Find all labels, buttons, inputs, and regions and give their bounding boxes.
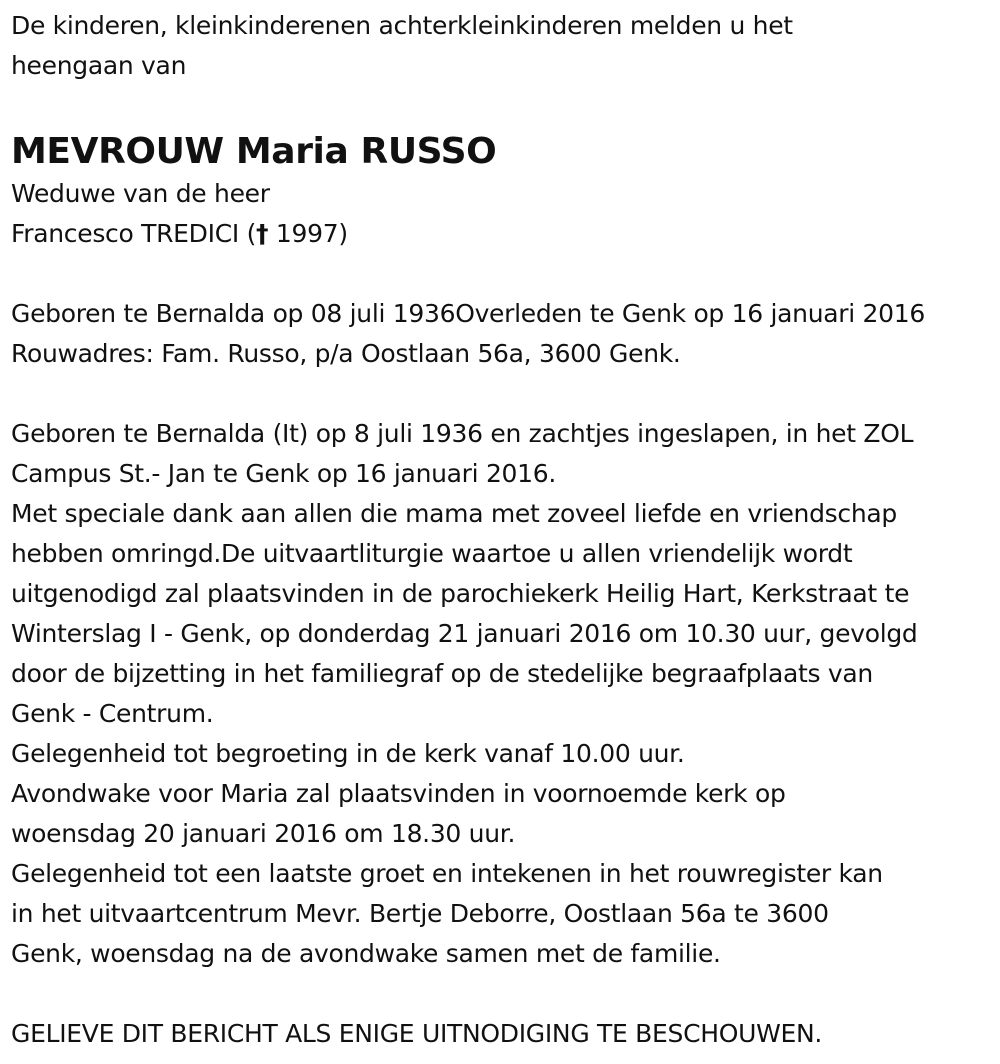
- body-line: door de bijzetting in het familiegraf op de stedelijke begraafplaats van: [11, 659, 873, 688]
- birth-death-line: Geboren te Bernalda op 08 juli 1936Overleden te Genk op 16 januari 2016: [11, 299, 925, 328]
- body-line: Met speciale dank aan allen die mama met zoveel liefde en vriendschap: [11, 499, 897, 528]
- body-line: Genk, woensdag na de avondwake samen met de familie.: [11, 939, 721, 968]
- body-line: hebben omringd.De uitvaartliturgie waartoe u allen vriendelijk wordt: [11, 539, 853, 568]
- closing-line: GELIEVE DIT BERICHT ALS ENIGE UITNODIGING TE BESCHOUWEN.: [11, 1019, 823, 1048]
- body-line: Gelegenheid tot begroeting in de kerk vanaf 10.00 uur.: [11, 739, 685, 768]
- body-line: Gelegenheid tot een laatste groet en intekenen in het rouwregister kan: [11, 859, 883, 888]
- body-line: in het uitvaartcentrum Mevr. Bertje Deborre, Oostlaan 56a te 3600: [11, 899, 829, 928]
- body-line: Geboren te Bernalda (It) op 8 juli 1936 en zachtjes ingeslapen, in het ZOL: [11, 419, 914, 448]
- spouse-death-year: 1997): [268, 219, 348, 248]
- body-line: Winterslag I - Genk, op donderdag 21 januari 2016 om 10.30 uur, gevolgd: [11, 619, 918, 648]
- spouse-name: Francesco TREDICI (: [11, 219, 257, 248]
- address-line: Rouwadres: Fam. Russo, p/a Oostlaan 56a, 3600 Genk.: [11, 339, 681, 368]
- body-line: Avondwake voor Maria zal plaatsvinden in voornoemde kerk op: [11, 779, 786, 808]
- body-line: woensdag 20 januari 2016 om 18.30 uur.: [11, 819, 516, 848]
- cross-icon: †: [256, 219, 269, 248]
- death-notice: [11, 0, 996, 1054]
- deceased-name: MEVROUW Maria RUSSO: [11, 131, 497, 172]
- body-line: uitgenodigd zal plaatsvinden in de parochiekerk Heilig Hart, Kerkstraat te: [11, 579, 910, 608]
- intro-line: De kinderen, kleinkinderenen achterkleinkinderen melden u het: [11, 11, 793, 40]
- spouse-line: [11, 214, 996, 254]
- intro-text: [11, 6, 996, 86]
- body-line: Genk - Centrum.: [11, 699, 214, 728]
- intro-line: heengaan van: [11, 51, 187, 80]
- spouse-intro: Weduwe van de heer: [11, 179, 270, 208]
- notice-body: [11, 414, 996, 974]
- body-line: Campus St.- Jan te Genk op 16 januari 2016.: [11, 459, 557, 488]
